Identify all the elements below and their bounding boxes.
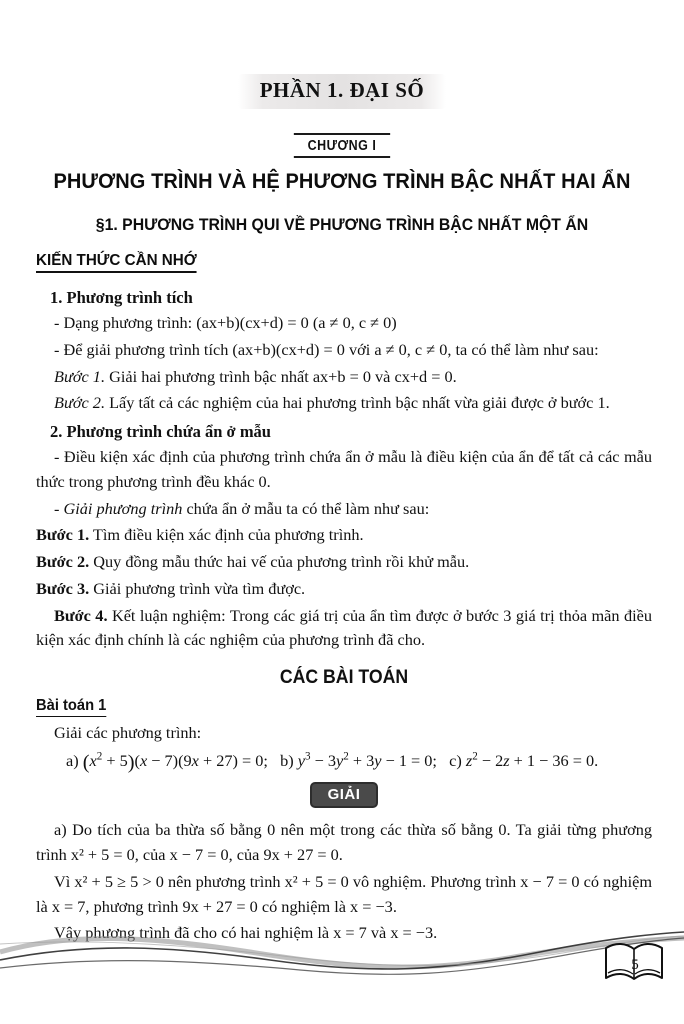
knowledge-item-2-step-2 <box>36 550 652 575</box>
step-label: Bước 2. <box>54 393 106 413</box>
step-text: Quy đồng mẫu thức hai vế của phương trình rồi khử mẫu. <box>89 552 470 572</box>
problem-1-heading: Bài toán 1 <box>36 697 106 717</box>
step-label: Bước 1. <box>54 366 106 386</box>
equation-c: $z^2 - 2z + 1 - 36 = 0$. <box>465 750 599 770</box>
equation-c-label: c) <box>449 750 462 770</box>
unit-title: PHƯƠNG TRÌNH VÀ HỆ PHƯƠNG TRÌNH BẬC NHẤT HAI ẨN <box>53 169 631 193</box>
knowledge-item-1-step-1 <box>36 365 652 390</box>
step-label: Bước 4. <box>54 605 108 625</box>
knowledge-item-2-title: 2. Phương trình chứa ẩn ở mẫu <box>50 422 271 442</box>
knowledge-item-1-line-1: - Dạng phương trình: (ax+b)(cx+d) = 0 (a ≠ 0, c ≠ 0) <box>54 313 397 332</box>
chapter-container <box>0 133 684 158</box>
step-text: Tìm điều kiện xác định của phương trình. <box>89 525 364 545</box>
problem-1-head-row <box>36 697 652 721</box>
knowledge-item-2-step-1 <box>36 523 652 548</box>
step-label: Bước 3. <box>36 578 90 598</box>
step-label: Bước 2. <box>36 552 90 572</box>
step-text: Lấy tất cả các nghiệm của hai phương trình bậc nhất vừa giải được ở bước 1. <box>105 393 610 413</box>
equation-a-label: a) <box>66 750 79 770</box>
equation-b-label: b) <box>280 750 294 770</box>
problem-1-prompt: Giải các phương trình: <box>54 723 202 743</box>
solution-paragraph-2: Vì x² + 5 ≥ 5 > 0 nên phương trình x² + 5 = 0 vô nghiệm. Phương trình x − 7 = 0 có nghiệm là x = 7, phương trình 9x + 27 = 0 có nghiệm là x = −3. <box>36 871 652 916</box>
knowledge-item-2-line-2 <box>36 497 652 522</box>
step-label: Bước 1. <box>36 525 90 545</box>
knowledge-item-1-line-2: - Để giải phương trình tích (ax+b)(cx+d) = 0 với a ≠ 0, c ≠ 0, ta có thể làm như sau: <box>54 339 599 359</box>
problem-1-equations <box>36 751 652 774</box>
page-content <box>36 252 652 948</box>
solution-badge-container <box>36 782 652 808</box>
page-number: 5 <box>631 956 639 973</box>
dash-prefix: - <box>54 498 64 518</box>
solution-badge: GIẢI <box>310 782 379 808</box>
part-banner-container <box>0 74 684 109</box>
step-text: Giải phương trình vừa tìm được. <box>89 578 306 598</box>
knowledge-item-2-step-3 <box>36 577 652 602</box>
step-text: Giải hai phương trình bậc nhất ax+b = 0 và cx+d = 0. <box>105 366 457 386</box>
knowledge-item-1-title: 1. Phương trình tích <box>50 288 193 307</box>
knowledge-item-2-line-1: - Điều kiện xác định của phương trình chứa ẩn ở mẫu là điều kiện của ẩn để tất cả các mẫu thức trong phương trình đều khác 0. <box>36 447 652 491</box>
emphasis-text: Giải phương trình <box>63 498 183 518</box>
knowledge-item-1-step-2 <box>36 391 652 416</box>
section-title: §1. PHƯƠNG TRÌNH QUI VỀ PHƯƠNG TRÌNH BẬC NHẤT MỘT ẨN <box>95 215 589 234</box>
chapter-label: CHƯƠNG I <box>294 133 390 158</box>
knowledge-heading: KIẾN THỨC CẦN NHỚ <box>36 252 197 273</box>
knowledge-heading-row <box>36 252 652 282</box>
equation-a: $(x^2 + 5)(x - 7)(9x + 27) = 0$; <box>82 750 272 774</box>
solution-paragraph-1: a) Do tích của ba thừa số bằng 0 nên một trong các thừa số bằng 0. Ta giải từng phương trình x² + 5 = 0, của x − 7 = 0, của 9x + 27 = 0. <box>36 820 652 865</box>
knowledge-item-2-step-4 <box>36 604 652 654</box>
solution-paragraph-3: Vậy phương trình đã cho có hai nghiệm là x = 7 và x = −3. <box>54 923 438 943</box>
step-text: Kết luận nghiệm: Trong các giá trị của ẩn tìm được ở bước 3 giá trị thỏa mãn điều kiện xác định chính là các nghiệm của phương trình đã cho. <box>36 605 652 650</box>
problems-heading: CÁC BÀI TOÁN <box>279 667 409 689</box>
equation-b: $y^3 - 3y^2 + 3y - 1 = 0$; <box>297 750 442 770</box>
part-banner: PHẦN 1. ĐẠI SỐ <box>238 74 447 109</box>
rest-text: chứa ẩn ở mẫu ta có thể làm như sau: <box>182 498 430 518</box>
